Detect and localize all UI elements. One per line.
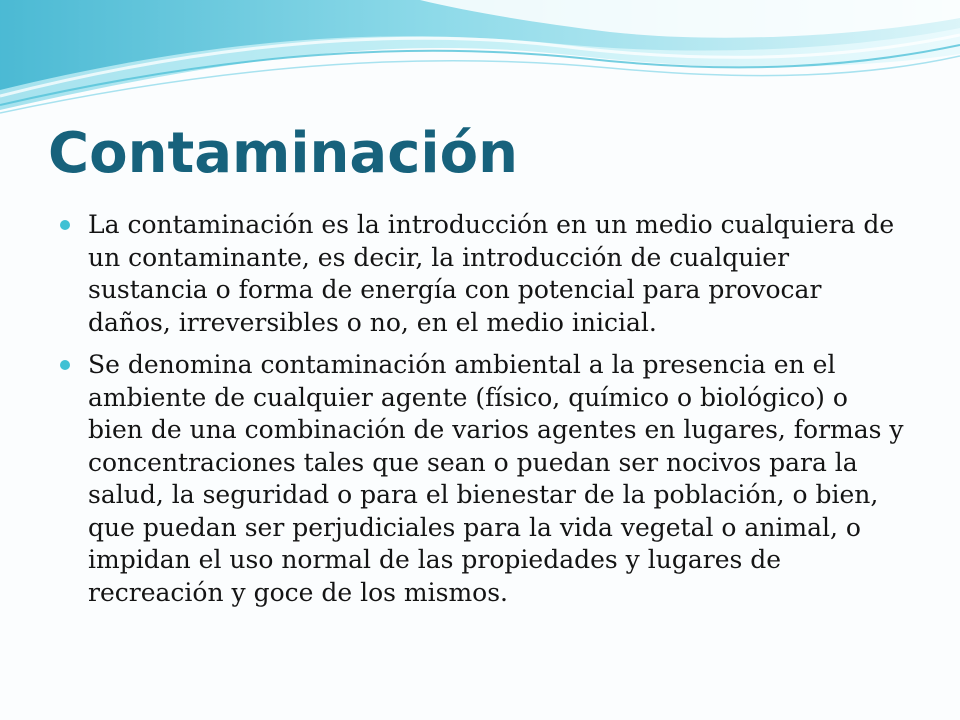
- bullet-text: Se denomina contaminación ambiental a la presencia en el ambiente de cualquier agente (físico, químico o biológico) o bien de una combinación de varios agentes en lugares, formas y concentraciones tales que sean o puedan ser nocivos para la salud, la seguridad o para el bienestar de la población, o bien, que puedan ser perjudiciales para la vida vegetal o animal, o impidan el uso normal de las propiedades y lugares de recreación y goce de los mismos.: [88, 350, 904, 607]
- bullet-item: [60, 209, 910, 339]
- bullet-dot-icon: [60, 360, 70, 370]
- decorative-wave-header: [0, 0, 960, 120]
- bullet-dot-icon: [60, 220, 70, 230]
- bullet-list: [60, 209, 910, 619]
- bullet-item: [60, 349, 910, 609]
- slide-title: Contaminación: [48, 121, 518, 186]
- bullet-text: La contaminación es la introducción en un medio cualquiera de un contaminante, es decir, la introducción de cualquier sustancia o forma de energía con potencial para provocar daños, irreversibles o no, en el medio inicial.: [88, 210, 895, 337]
